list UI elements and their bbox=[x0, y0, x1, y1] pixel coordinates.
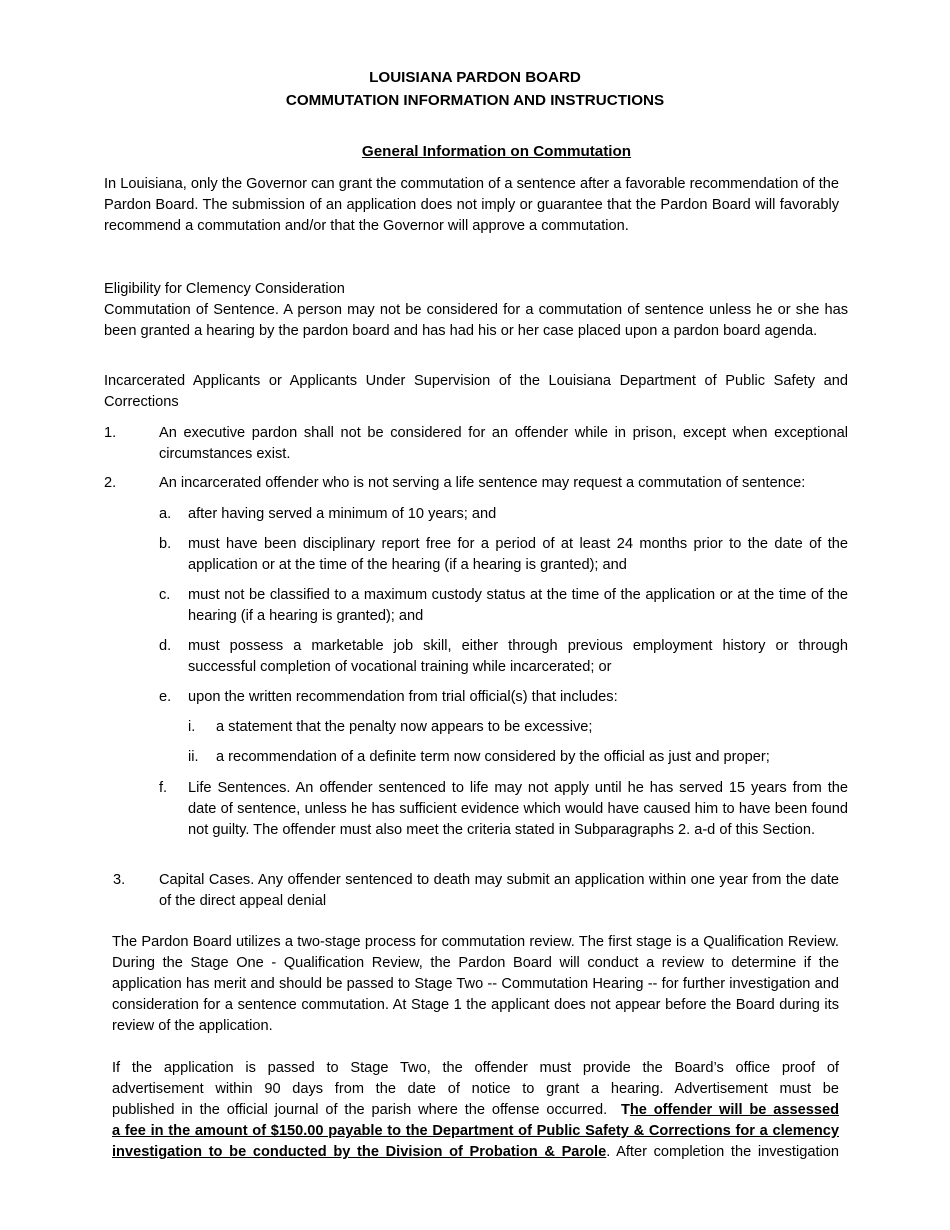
list-item: An executive pardon shall not be considered for an offender while in prison, except when exceptional circumstances exist. bbox=[159, 425, 848, 462]
sublist-item: upon the written recommendation from trial official(s) that includes: bbox=[188, 689, 618, 705]
list-item: Capital Cases. Any offender sentenced to death may submit an application within one year from the date of the direct appeal denial bbox=[159, 872, 839, 909]
section-title: General Information on Commutation bbox=[361, 143, 632, 160]
intro-paragraph: In Louisiana, only the Governor can grant the commutation of a sentence after a favorable recommendation of the Pardon Board. The submission of an application does not imply or guarantee that the Pardon Board will favorably recommend a commutation and/or that the Governor will approve a commutation. bbox=[104, 176, 839, 234]
stage-two-line: published in the official journal of the parish where the offense occurred. The offender will be assessed bbox=[112, 1102, 840, 1118]
sublist-letter: d. bbox=[159, 638, 172, 654]
header-title: LOUISIANA PARDON BOARD bbox=[369, 69, 581, 86]
sublist-letter: c. bbox=[159, 587, 171, 603]
subsublist-numeral: i. bbox=[188, 719, 196, 735]
subsublist-item: a statement that the penalty now appears to be excessive; bbox=[216, 719, 593, 735]
list-number: 3. bbox=[113, 872, 126, 888]
sublist-item: must not be classified to a maximum custody status at the time of the application or at the time of the hearing (if a hearing is granted); and bbox=[188, 587, 848, 624]
sublist-letter: e. bbox=[159, 689, 172, 705]
stage-two-line: advertisement within 90 days from the date of notice to grant a hearing. Advertisement must be bbox=[112, 1081, 839, 1097]
subsublist-item: a recommendation of a definite term now considered by the official as just and proper; bbox=[216, 749, 770, 765]
sublist-item: after having served a minimum of 10 years; and bbox=[188, 506, 497, 522]
sublist-letter: f. bbox=[159, 780, 168, 796]
sublist-letter: b. bbox=[159, 536, 172, 552]
process-paragraph: The Pardon Board utilizes a two-stage process for commutation review. The first stage is a Qualification Review. During the Stage One - Qualification Review, the Pardon Board will conduct a review to determine if the application has merit and should be passed to Stage Two -- Commutation Hearing -- for further investigation and consideration for a sentence commutation. At Stage 1 the applicant does not appear before the Board during its review of the application. bbox=[112, 934, 839, 1034]
sublist-item: must possess a marketable job skill, either through previous employment history or through successful completion of vocational training while incarcerated; or bbox=[188, 638, 848, 675]
sublist-item: must have been disciplinary report free for a period of at least 24 months prior to the date of the application or at the time of the hearing (if a hearing is granted); and bbox=[188, 536, 848, 573]
stage-two-line: investigation to be conducted by the Division of Probation & Parole. After completion the investigation bbox=[112, 1144, 839, 1160]
eligibility-heading: Eligibility for Clemency Consideration bbox=[104, 281, 345, 297]
stage-two-line-emphasis: a fee in the amount of $150.00 payable to the Department of Public Safety & Corrections for a clemency bbox=[112, 1123, 839, 1139]
list-number: 2. bbox=[104, 475, 117, 491]
sublist-item: Life Sentences. An offender sentenced to life may not apply until he has served 15 years from the date of sentence, unless he has sufficient evidence which would have caused him to have been found not guilty. The offender must also meet the criteria stated in Subparagraphs 2. a-d of this Section. bbox=[188, 780, 848, 838]
list-item: An incarcerated offender who is not serving a life sentence may request a commutation of sentence: bbox=[159, 475, 806, 491]
stage-two-line: If the application is passed to Stage Two, the offender must provide the Board’s office proof of bbox=[112, 1060, 839, 1076]
sublist-letter: a. bbox=[159, 506, 172, 522]
eligibility-paragraph: Commutation of Sentence. A person may not be considered for a commutation of sentence unless he or she has been granted a hearing by the pardon board and has had his or her case placed upon a pardon board agenda. bbox=[104, 302, 848, 339]
list-number: 1. bbox=[104, 425, 117, 441]
header-subtitle: COMMUTATION INFORMATION AND INSTRUCTIONS bbox=[285, 92, 665, 109]
incarcerated-heading: Incarcerated Applicants or Applicants Under Supervision of the Louisiana Department of Public Safety and Corrections bbox=[104, 373, 848, 410]
subsublist-numeral: ii. bbox=[188, 749, 199, 765]
